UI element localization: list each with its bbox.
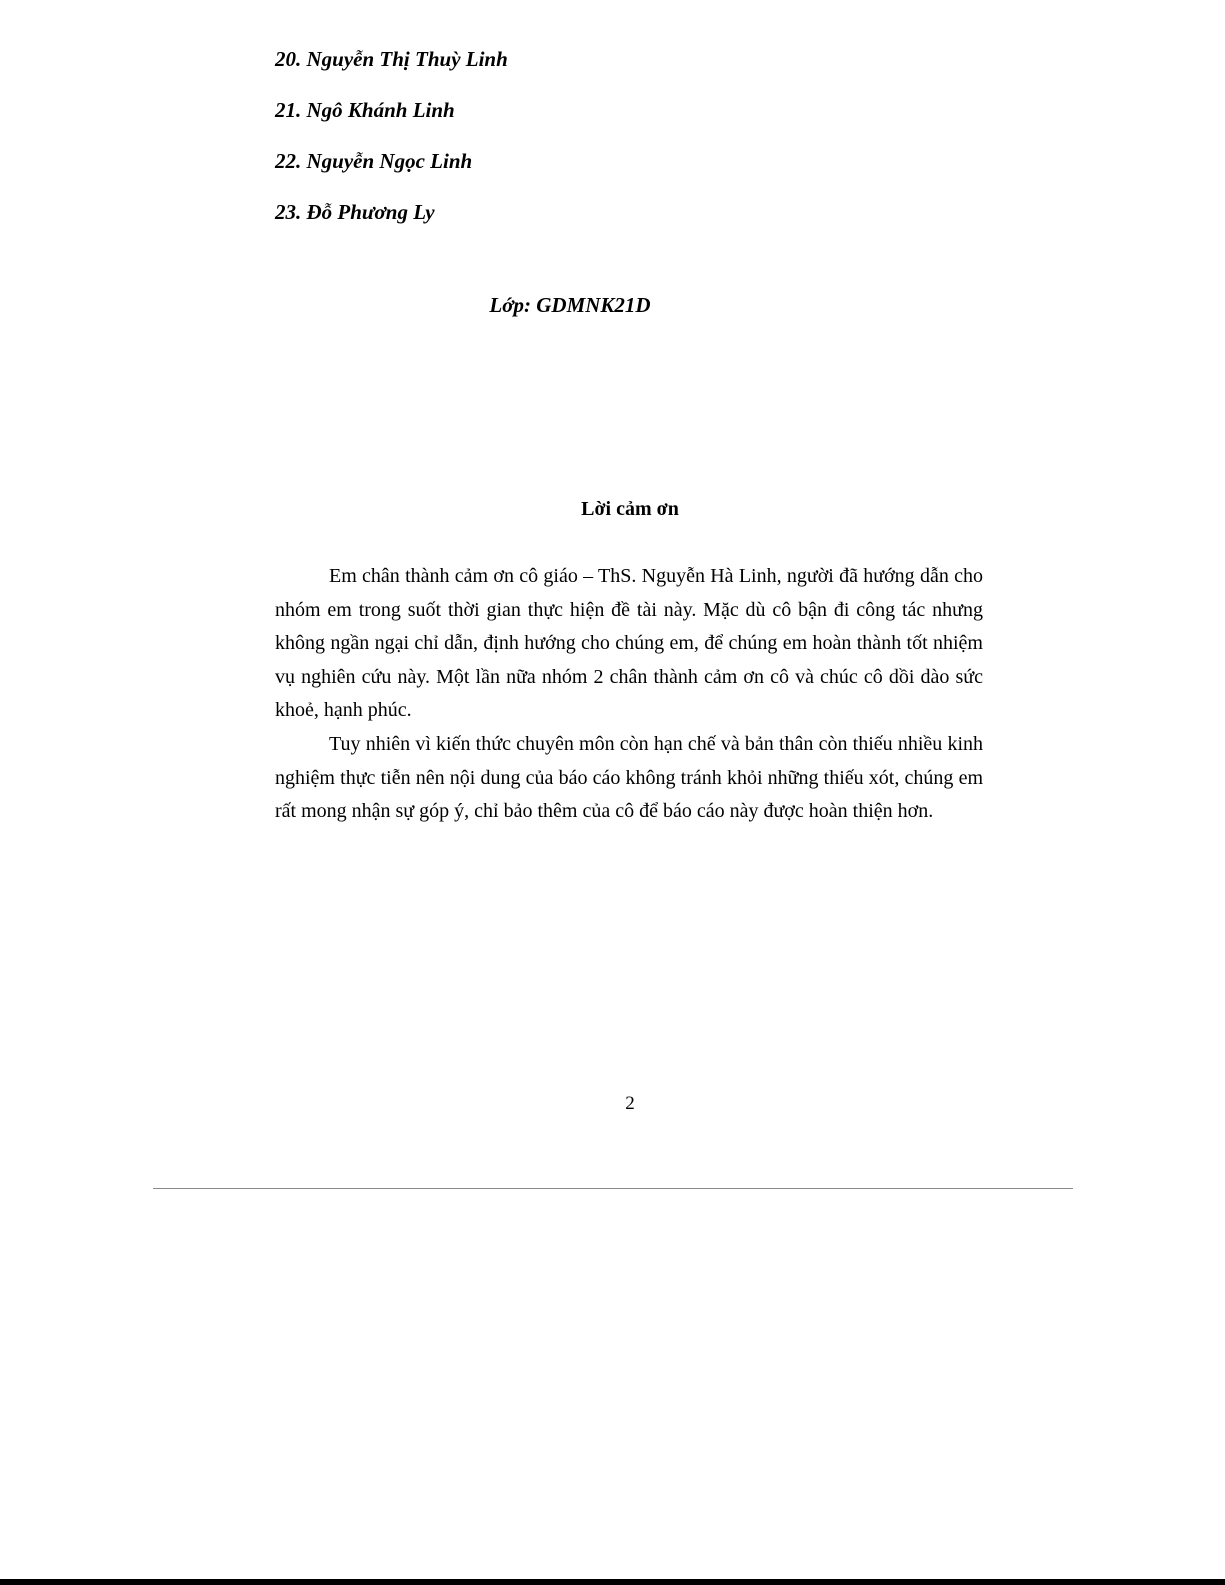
acknowledgement-body	[275, 560, 983, 829]
acknowledgement-paragraph: Tuy nhiên vì kiến thức chuyên môn còn hạn chế và bản thân còn thiếu nhiều kinh nghiệm thực tiễn nên nội dung của báo cáo không tránh khỏi những thiếu xót, chúng em rất mong nhận sự góp ý, chỉ bảo thêm của cô để báo cáo này được hoàn thiện hơn.	[275, 732, 983, 823]
page-separator	[153, 1188, 1073, 1189]
member-name: 20. Nguyễn Thị Thuỳ Linh	[275, 47, 508, 71]
member-list	[275, 34, 508, 238]
member-name: 23. Đỗ Phương Ly	[275, 200, 435, 224]
bottom-edge-bar	[0, 1579, 1225, 1585]
member-name: 21. Ngô Khánh Linh	[275, 98, 455, 122]
page-number: 2	[625, 1093, 635, 1114]
member-name: 22. Nguyễn Ngọc Linh	[275, 149, 473, 173]
acknowledgement-title: Lời cảm ơn	[581, 498, 679, 520]
acknowledgement-paragraph: Em chân thành cảm ơn cô giáo – ThS. Nguyễn Hà Linh, người đã hướng dẫn cho nhóm em trong suốt thời gian thực hiện đề tài này. Mặc dù cô bận đi công tác nhưng không ngần ngại chỉ dẫn, định hướng cho chúng em, để chúng em hoàn thành tốt nhiệm vụ nghiên cứu này. Một lần nữa nhóm 2 chân thành cảm ơn cô và chúc cô dồi dào sức khoẻ, hạnh phúc.	[275, 565, 983, 722]
class-label: Lớp: GDMNK21D	[489, 293, 651, 317]
